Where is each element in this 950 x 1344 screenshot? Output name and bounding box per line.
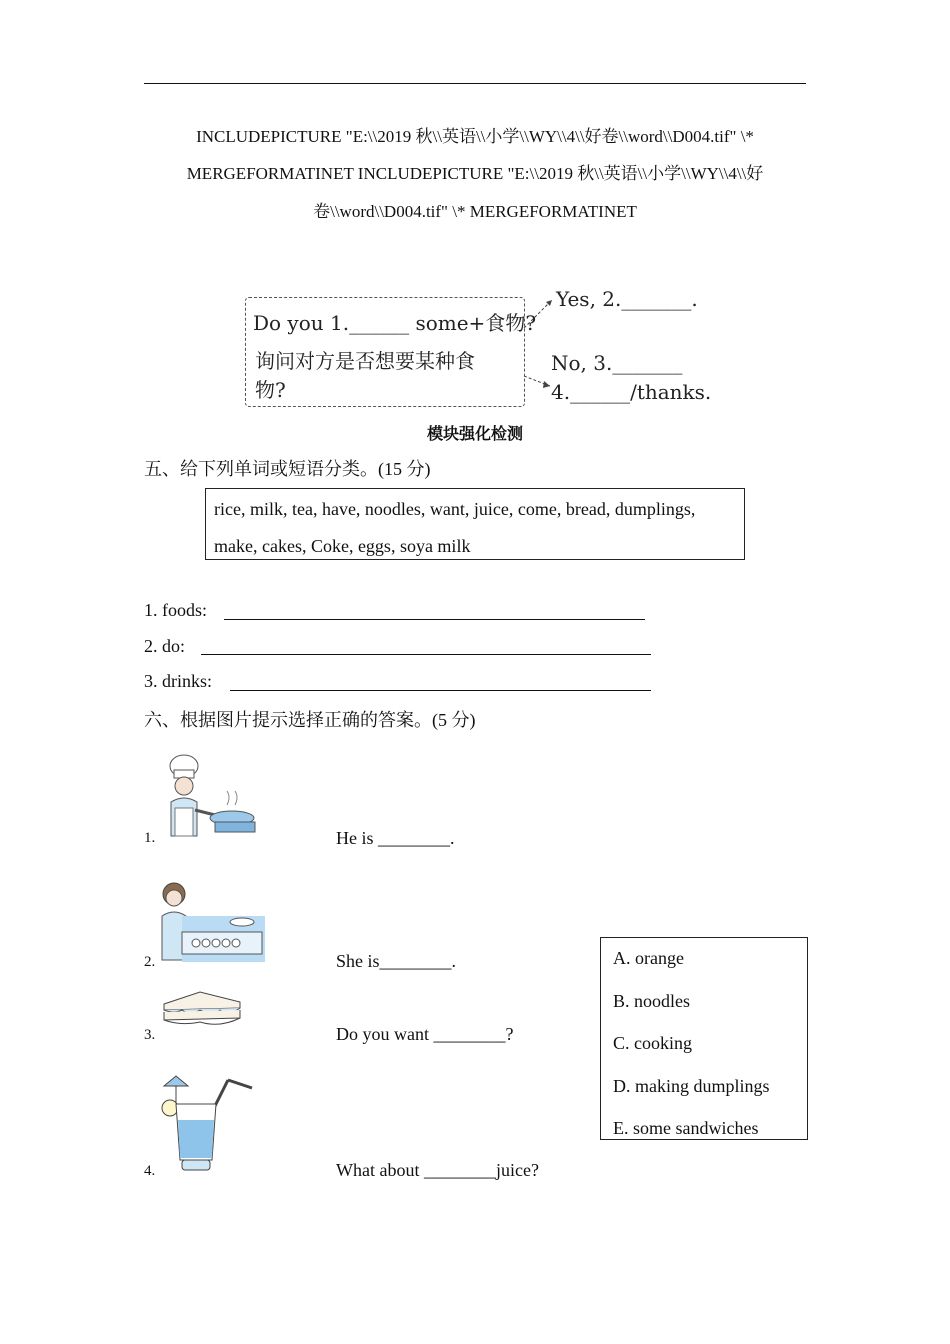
diagram-desc-line2: 物? <box>255 378 286 402</box>
do-answer-line[interactable] <box>201 654 651 655</box>
section5-title: 五、给下列单词或短语分类。(15 分) <box>144 459 431 479</box>
diagram-question: Do you 1.______ some+食物? <box>253 311 537 335</box>
q4-number: 4. <box>144 1163 156 1179</box>
do-label: 2. do: <box>144 636 186 656</box>
woman-making-dumplings-icon <box>160 880 265 964</box>
option-c: C. cooking <box>613 1033 692 1053</box>
word-bank-line1: rice, milk, tea, have, noodles, want, juice, come, bread, dumplings, <box>214 499 696 519</box>
section6-title: 六、根据图片提示选择正确的答案。(5 分) <box>144 710 476 730</box>
option-a: A. orange <box>613 948 684 968</box>
diagram-desc-line1: 询问对方是否想要某种食 <box>255 349 475 373</box>
diagram-yes: Yes, 2._______. <box>556 287 698 311</box>
option-d: D. making dumplings <box>613 1075 770 1096</box>
q1-text: He is ________. <box>336 828 455 848</box>
chef-cooking-icon <box>157 750 262 840</box>
drinks-label: 3. drinks: <box>144 671 213 691</box>
q2-text: She is________. <box>336 951 457 971</box>
word-bank-line2: make, cakes, Coke, eggs, soya milk <box>214 536 471 556</box>
q3-number: 3. <box>144 1027 156 1043</box>
q4-text: What about ________juice? <box>336 1160 539 1180</box>
top-rule <box>144 83 806 84</box>
juice-glass-icon <box>158 1074 256 1174</box>
q3-text: Do you want ________? <box>336 1024 514 1044</box>
include-line-3: 卷\\word\\D004.tif" \* MERGEFORMATINET <box>313 202 637 221</box>
word-bank-box <box>205 488 745 560</box>
option-b: B. noodles <box>613 990 691 1011</box>
section-title: 模块强化检测 <box>426 424 523 443</box>
q1-number: 1. <box>144 830 156 846</box>
include-line-2: MERGEFORMATINET INCLUDEPICTURE "E:\\2019 秋\\英语\\小学\\WY\\4\\好 <box>186 164 764 183</box>
foods-label: 1. foods: <box>144 600 207 620</box>
options-box <box>600 937 808 1140</box>
drinks-answer-line[interactable] <box>230 690 651 691</box>
diagram-no: No, 3._______ <box>551 351 683 375</box>
option-e: E. some sandwiches <box>613 1118 759 1138</box>
foods-answer-line[interactable] <box>224 619 645 620</box>
q2-number: 2. <box>144 954 156 970</box>
diagram-arrows <box>520 288 560 398</box>
include-line-1: INCLUDEPICTURE "E:\\2019 秋\\英语\\小学\\WY\\4\\好卷\\word\\D004.tif" \* <box>196 127 754 146</box>
sandwich-icon <box>160 990 244 1032</box>
diagram-thanks: 4.______/thanks. <box>551 380 712 404</box>
